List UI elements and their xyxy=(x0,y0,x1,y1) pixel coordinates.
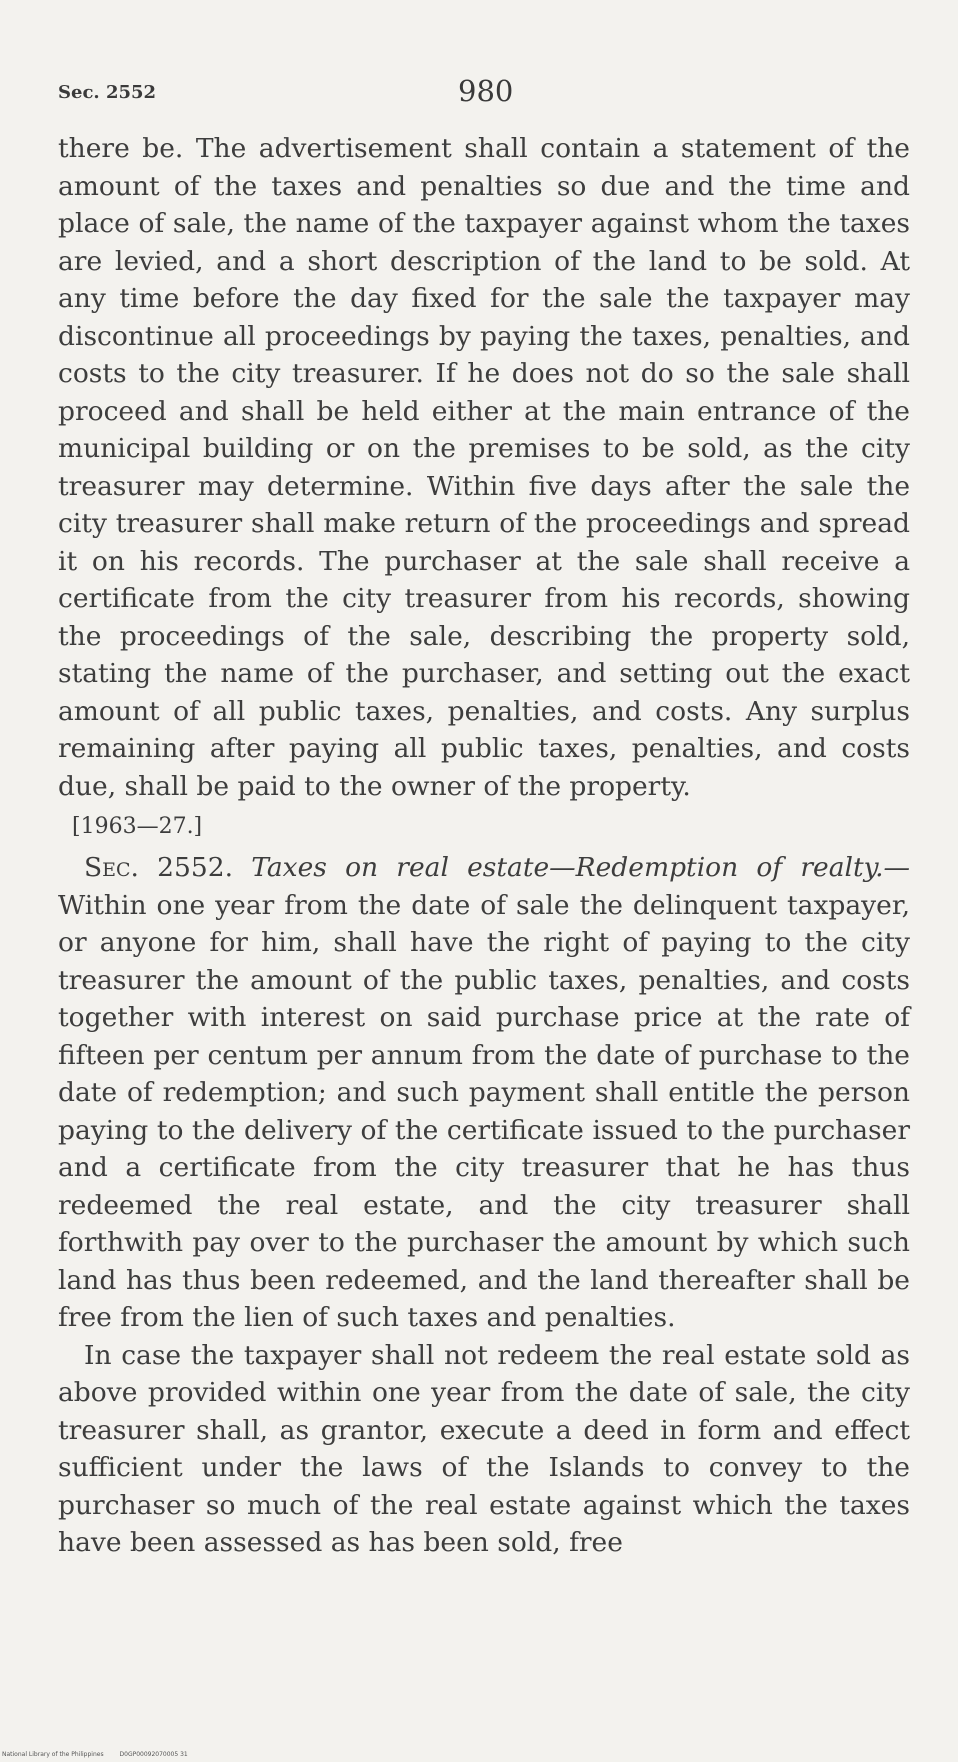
section-label: Sec. 2552. xyxy=(84,852,234,883)
page-header xyxy=(58,74,908,118)
section-reference: Sec. 2552 xyxy=(58,82,157,103)
section-2552-paragraph xyxy=(58,849,910,1337)
section-body: Within one year from the date of sale the delinquent taxpayer, or anyone for him, shall have the right of paying to the city treasurer the amount of the public taxes, penalties, and costs together with interest on said purchase price at the rate of fifteen per centum per annum from the date of purchase to the date of redemption; and such payment shall entitle the person paying to the delivery of the certificate issued to the purchaser and a certificate from the city treasurer that he has thus redeemed the real estate, and the city treasurer shall forthwith pay over to the purchaser the amount by which such land has thus been redeemed, and the land thereafter shall be free from the lien of such taxes and penalties. xyxy=(58,889,910,1333)
citation: [1963—27.] xyxy=(72,814,203,839)
continuation-paragraph: there be. The advertisement shall contain a statement of the amount of the taxes and penalties so due and the time and place of sale, the name of the taxpayer against whom the taxes are levied, and a short description of the land to be sold. At any time before the day fixed for the sale the taxpayer may discontinue all proceedings by paying the taxes, penalties, and costs to the city treasurer. If he does not do so the sale shall proceed and shall be held either at the main entrance of the municipal building or on the premises to be sold, as the city treasurer may determine. Within five days after the sale the city treasurer shall make return of the proceedings and spread it on his records. The purchaser at the sale shall receive a certificate from the city treasurer from his records, showing the proceedings of the sale, describing the property sold, stating the name of the purchaser, and setting out the exact amount of all public taxes, penalties, and costs. Any surplus remaining after paying all public taxes, penalties, and costs due, shall be paid to the owner of the property. xyxy=(58,133,910,802)
section-heading: Taxes on real estate—Redemption of realty.— xyxy=(251,852,910,883)
final-paragraph: In case the taxpayer shall not redeem the real estate sold as above provided within one year from the date of sale, the city treasurer shall, as grantor, execute a deed in form and effect sufficient under the laws of the Islands to convey to the purchaser so much of the real estate against which the taxes have been assessed as has been sold, free xyxy=(58,1339,910,1558)
body-text xyxy=(58,130,910,1562)
scan-code: D0GP00092070005 31 xyxy=(119,1751,188,1758)
scan-footer xyxy=(2,1751,202,1758)
page-number: 980 xyxy=(458,74,514,108)
library-name: National Library of the Philippines xyxy=(2,1751,104,1758)
